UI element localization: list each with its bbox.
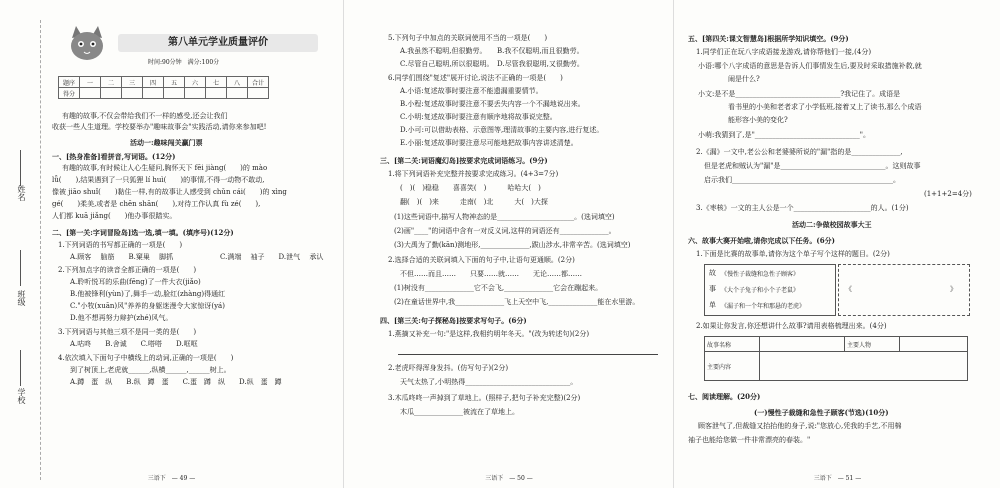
q3-1: 1.将下列词语补充完整并按要求完成练习。(4+3=7分) (388, 170, 559, 178)
q2-4: 4.依次填入下面句子中横线上的动词,正确的一项是( ) (58, 354, 234, 362)
name-line (20, 150, 21, 186)
q5-1: 1.同学们正在玩八字成语接龙游戏,请你帮他们一接,(4分) (696, 48, 872, 56)
story-item-3: 《漏子和一个年和那悬的老虎》 (721, 303, 806, 310)
q6-2: 2.如果让你发言,你还想讲什么故事?请用表格梳理出来。(4分) (696, 322, 887, 330)
q3-2-connectives: 不但……而且…… 只要……就…… 无论……都…… (400, 270, 582, 278)
school-label: 学校 (17, 388, 26, 404)
q6-option-a: A.小语:复述故事时要注意不能遗漏重要情节。 (400, 87, 543, 95)
q2-1: 1.下列词语的书写都正确的一项是( ) (58, 241, 183, 249)
q5-1-line-f: 小萌:我猜到了,是"______________________________"。 (698, 131, 871, 139)
q2-3-options: A.咕咚 B.舍诚 C.嗒嗒 D.哐哐 (70, 340, 198, 348)
section5-title: 五、[第四关:课文智慧岛]根据所学知识填空。(9分) (688, 34, 849, 43)
q5-options-2: C.尽管自己聪明,所以很聪明。 D.尽管我很聪明,又很勤劳。 (400, 60, 584, 68)
q3-1-item1: (1)这些词语中,描写人物神态的是______________________。(选词填空) (394, 213, 615, 221)
q1-line-d: gé( )柔美,或者是 chēn shān( ),对待工作认真 fù zé( ), (52, 200, 261, 208)
story-table (704, 336, 968, 381)
q3-2-item2: (2)在童话世界中,我______________飞上天空中飞,______________能在水里游。 (394, 298, 640, 306)
q2-3: 3.下列词语与其他三项不是同一类的是( ) (58, 328, 197, 336)
section6-title: 六、故事大赛开始啦,请你完成以下任务。(6分) (688, 236, 835, 245)
q6-option-b: B.小程:复述故事时要注意不要丢失内容一个不漏地说出来。 (400, 100, 585, 108)
reading-line-a: 顾客泄气了,但裁缝又抬抬他的身子,说:"您放心,凭我的手艺,不用棉 (698, 422, 902, 430)
q1-title: 一、[热身准备]看拼音,写词语。(12分) (52, 152, 176, 161)
q1-line-c: 像被 jiāo shuǐ( )黏住一样,有的故事让人感受到 chǔn cái( )的 xìng (52, 188, 287, 196)
page-51 (673, 0, 1000, 488)
q5-1-line-d: 看书里的小美和老者求了小学低班,接着又上了读书,那么个成语 (728, 103, 922, 111)
q4-3: 3.木瓜咚咚一声掉到了草地上。(照样子,把句子补充完整)(2分) (388, 394, 581, 402)
q4-3-sentence: 木瓜______________被流在了草地上。 (400, 408, 519, 416)
q4-1: 1.燕摘又补充一句:"是这样,我相约明年冬天。"(改为转述句)(2分) (388, 330, 590, 338)
exam-meta: 时间:90分钟 满分:100分 (148, 59, 220, 66)
title-answer-box[interactable]: 《 》 (838, 264, 970, 316)
q5-1-line-b: 闹是什么? (728, 75, 760, 83)
section3-title: 三、[第二关:词语魔幻岛]按要求完成词语练习。(9分) (380, 156, 548, 165)
page-49 (0, 0, 343, 488)
q2-2-option-d: D.他不想再努力辩护(zhé)风气。 (70, 314, 173, 322)
page-number: 三语下 — 49 — (147, 475, 196, 482)
score-header-row: 题序 一 二 三 四 五 六 七 八 合计 (59, 77, 269, 88)
cat-mascot-icon (64, 24, 110, 64)
page-number: 三语下 — 50 — (485, 475, 533, 482)
activity-2-title: 活动二:争做校园故事大王 (792, 220, 872, 229)
binding-line (40, 20, 41, 480)
q6-option-d: D.小可:可以借助表格、示意图等,理清故事的主要内容,进行复述。 (400, 126, 604, 134)
q5-3: 3.《枣核》一文的主人公是一个______________________的人。(1分) (696, 204, 909, 212)
reading-title: (一)慢性子裁缝和急性子顾客(节选)(10分) (754, 408, 889, 417)
q3-1-item3: (3)大禹为了勤(kān)测地形,______________,跋山涉水,非常辛苦。(选词填空) (394, 241, 631, 249)
q3-1-words-a: ( )( )稳稳 喜喜笑( ) 哈哈大( ) (400, 184, 541, 192)
q4-1-answer-line[interactable] (398, 346, 658, 355)
class-line (20, 250, 21, 286)
q3-1-words-b: 翻( )( )来 走南( )北 大( )大探 (400, 198, 548, 206)
q5-1-line-a: 小语:哪个八字成语的意思是告诉人们事情发生后,要及时采取措施补救,就 (698, 62, 922, 70)
page-title: 第八单元学业质量评价 (118, 34, 318, 52)
q1-line-a: 有趣的故事,有时候让人心生疑问,胸怀天下 fēi jiàng( )的 mào (62, 164, 268, 172)
q2-2-option-c: C."小牧(xuān)风"养养的身躯迷漫令大家惊讶(yá) (70, 302, 225, 310)
q5-2-points: (1+1+2=4分) (924, 190, 972, 198)
q2-2-option-a: A.聆听悦耳的乐曲(fēng)了一件大衣(jiǎo) (70, 278, 201, 286)
q4-2-sentence: 天气太热了,小明热得______________________________。 (400, 378, 578, 386)
q3-2: 2.选择合适的关联词填入下面的句子中,让语句更通顺。(2分) (388, 256, 575, 264)
q1-line-b: lǚ( ),结果遇到了一只狐狸 lí huì( )的事情,不得一动物不敢动, (52, 176, 265, 184)
q2-2-option-b: B.他被锋利(yùn)了,舞手一动,脸红(zhàng)得通红 (70, 290, 226, 298)
section7-title: 七、阅读理解。(20分) (688, 392, 761, 401)
q2-4-sentence: 到了树顶上,老虎就______,纵横______,______树上。 (70, 366, 231, 374)
main-content-header: 主要内容 (705, 352, 760, 381)
story-list-box: 故 事 单 《慢性子裁缝和急性子顾客》 《大个子兔子和小个子老鼠》 《漏子和一个年和那悬的老虎》 (704, 264, 836, 316)
page-number: 三语下 — 51 — (813, 475, 862, 482)
q1-line-e: 人们都 kuā jiǎng( )他办事很踏实。 (52, 212, 177, 220)
q6-1: 1.下面是比赛的故事单,请你为这个单子写个这样的题目。(2分) (696, 250, 890, 258)
section4-title: 四、[第三关:句子探秘岛]按要求写句子。(6分) (380, 316, 527, 325)
intro-line-2: 收获一些人生道理。学校要举办"趣味故事会"实践活动,请你来参加吧! (52, 123, 267, 131)
reading-line-b: 袖子也能给您做一件非常漂亮的春装。" (688, 436, 811, 444)
q5-1-line-c: 小文:是不是______________________________?我记住了。成语是 (698, 90, 901, 98)
q6-option-c: C.小明:复述故事时要注意有顺序地将故事说完整。 (400, 113, 557, 121)
school-line (20, 350, 21, 386)
intro-line-1: 有趣的故事,不仅会带给我们不一样的感受,还会让我们 (62, 112, 228, 120)
q2-1-options-b: C.满端 袖子 D.泄气 承认 (220, 253, 324, 261)
q5-2-line-b: 启示我们______________________________________________。 (704, 176, 900, 184)
q6: 6.同学们围绕"复述"展开讨论,说法不正确的一项是( ) (388, 74, 563, 82)
q5: 5.下列句子中加点的关联词使用不当的一项是( ) (388, 34, 548, 42)
q5-2: 2.《漏》一文中,老公公和老婆婆所说的"漏"指的是______________, (696, 148, 903, 156)
story-item-1: 《慢性子裁缝和急性子顾客》 (721, 271, 800, 278)
name-label: 姓名 (17, 185, 26, 201)
q3-1-item2: (2)画"____"的词语中含有一对反义词,这样的词语还有______________。 (394, 227, 616, 235)
class-label: 班级 (17, 290, 26, 306)
q5-1-line-e: 能形容小美的变化? (728, 116, 788, 124)
q2-4-options: A.蹲 蛋 纵 B.纵 蹲 蛋 C.蛋 蹲 纵 D.纵 蛋 蹲 (70, 378, 282, 386)
main-character-header: 主要人物 (845, 337, 900, 352)
q4-2: 2.老虎吓得浑身发抖。(仿写句子)(2分) (388, 364, 509, 372)
q2-2: 2.下列加点字的读音全都正确的一项是( ) (58, 266, 197, 274)
q3-2-item1: (1)树没有______________它不会飞,______________它会在蹦起来。 (394, 284, 603, 292)
q5-options-1: A.我虽然不聪明,但很勤劳。 B.我不仅聪明,而且很勤劳。 (400, 47, 584, 55)
q5-2-line-a: 但是老虎和贼认为"漏"是______________________________。这则故事 (704, 162, 921, 170)
q2-1-options-a: A.顾客 脑筋 B.窠巢 脚抓 (70, 253, 174, 261)
story-name-header: 故事名称 (705, 337, 760, 352)
score-table (58, 76, 269, 99)
q2-title: 二、[第一关:字词冒险岛]选一选,填一填。(填序号)(12分) (52, 228, 234, 237)
page-50 (343, 0, 674, 488)
activity-1-title: 活动一:趣味闯关赢门票 (130, 138, 203, 147)
score-value-row: 得分 (59, 88, 269, 99)
story-item-2: 《大个子兔子和小个子老鼠》 (721, 287, 800, 294)
q6-option-e: E.小丽:复述故事时要注意尽可能地把故事内容讲述清楚。 (400, 139, 578, 147)
